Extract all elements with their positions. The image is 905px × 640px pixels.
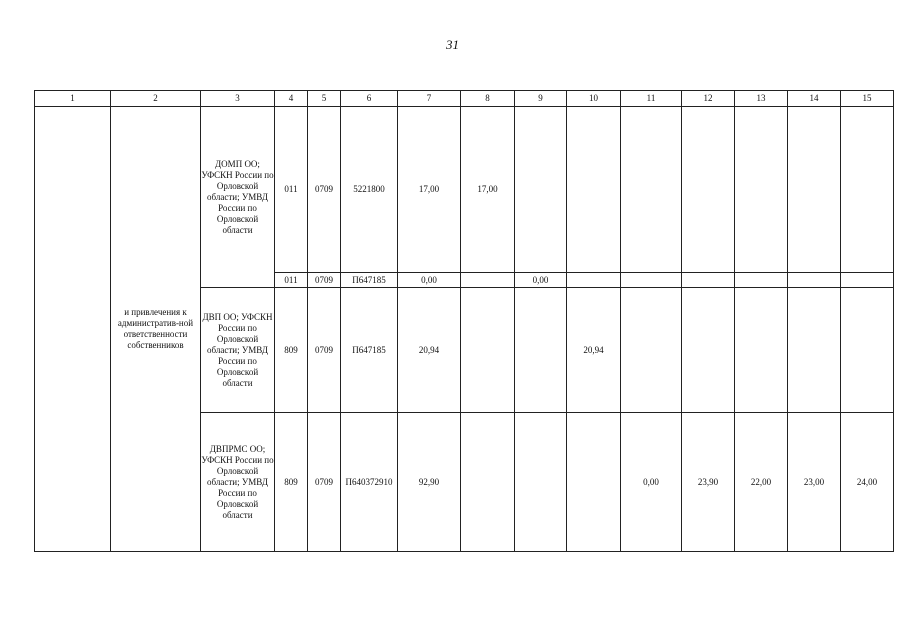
grbs-cell: 809 — [275, 413, 308, 552]
value-cell — [515, 288, 567, 413]
col-header: 14 — [788, 91, 841, 107]
col-header: 5 — [308, 91, 341, 107]
value-cell: 23,90 — [682, 413, 735, 552]
value-cell — [788, 107, 841, 273]
value-cell: 92,90 — [398, 413, 461, 552]
value-cell — [461, 413, 515, 552]
rzpr-cell: 0709 — [308, 288, 341, 413]
col-header: 2 — [111, 91, 201, 107]
col-header: 6 — [341, 91, 398, 107]
executor-cell: ДОМП ОО; УФСКН России по Орловской области; УМВД России по Орловской области — [201, 107, 275, 288]
value-cell: 0,00 — [398, 273, 461, 288]
header-row — [35, 91, 894, 107]
csr-cell: П647185 — [341, 273, 398, 288]
table-row — [35, 107, 894, 273]
value-cell — [567, 273, 621, 288]
col-header: 15 — [841, 91, 894, 107]
value-cell: 20,94 — [567, 288, 621, 413]
executor-cell: ДВП ОО; УФСКН России по Орловской области; УМВД России по Орловской области — [201, 288, 275, 413]
value-cell: 23,00 — [788, 413, 841, 552]
value-cell — [735, 107, 788, 273]
csr-cell: П647185 — [341, 288, 398, 413]
page-number: 31 — [446, 37, 459, 52]
value-cell — [567, 413, 621, 552]
col-header: 1 — [35, 91, 111, 107]
value-cell — [515, 413, 567, 552]
value-cell — [682, 107, 735, 273]
grbs-cell: 011 — [275, 107, 308, 273]
value-cell — [461, 273, 515, 288]
value-cell — [682, 288, 735, 413]
value-cell — [461, 288, 515, 413]
value-cell — [788, 273, 841, 288]
value-cell — [735, 288, 788, 413]
col-header: 13 — [735, 91, 788, 107]
value-cell — [515, 107, 567, 273]
col-header: 12 — [682, 91, 735, 107]
col-header: 3 — [201, 91, 275, 107]
value-cell — [682, 273, 735, 288]
rzpr-cell: 0709 — [308, 273, 341, 288]
value-cell — [621, 273, 682, 288]
col-header: 11 — [621, 91, 682, 107]
rzpr-cell: 0709 — [308, 413, 341, 552]
value-cell: 22,00 — [735, 413, 788, 552]
budget-table — [34, 90, 894, 552]
value-cell: 24,00 — [841, 413, 894, 552]
value-cell — [841, 273, 894, 288]
csr-cell: 5221800 — [341, 107, 398, 273]
value-cell — [567, 107, 621, 273]
value-cell: 0,00 — [621, 413, 682, 552]
value-cell: 20,94 — [398, 288, 461, 413]
csr-cell: П640372910 — [341, 413, 398, 552]
value-cell — [621, 107, 682, 273]
col-header: 4 — [275, 91, 308, 107]
executor-cell: ДВПРМС ОО; УФСКН России по Орловской области; УМВД России по Орловской области — [201, 413, 275, 552]
value-cell: 17,00 — [461, 107, 515, 273]
value-cell — [621, 288, 682, 413]
value-cell: 17,00 — [398, 107, 461, 273]
grbs-cell: 809 — [275, 288, 308, 413]
value-cell — [841, 288, 894, 413]
cell-col1 — [35, 107, 111, 552]
value-cell — [788, 288, 841, 413]
value-cell: 0,00 — [515, 273, 567, 288]
grbs-cell: 011 — [275, 273, 308, 288]
rzpr-cell: 0709 — [308, 107, 341, 273]
col-header: 7 — [398, 91, 461, 107]
measure-description: и привлечения к административ-ной ответственности собственников — [111, 107, 201, 552]
col-header: 9 — [515, 91, 567, 107]
col-header: 10 — [567, 91, 621, 107]
value-cell — [841, 107, 894, 273]
value-cell — [735, 273, 788, 288]
col-header: 8 — [461, 91, 515, 107]
